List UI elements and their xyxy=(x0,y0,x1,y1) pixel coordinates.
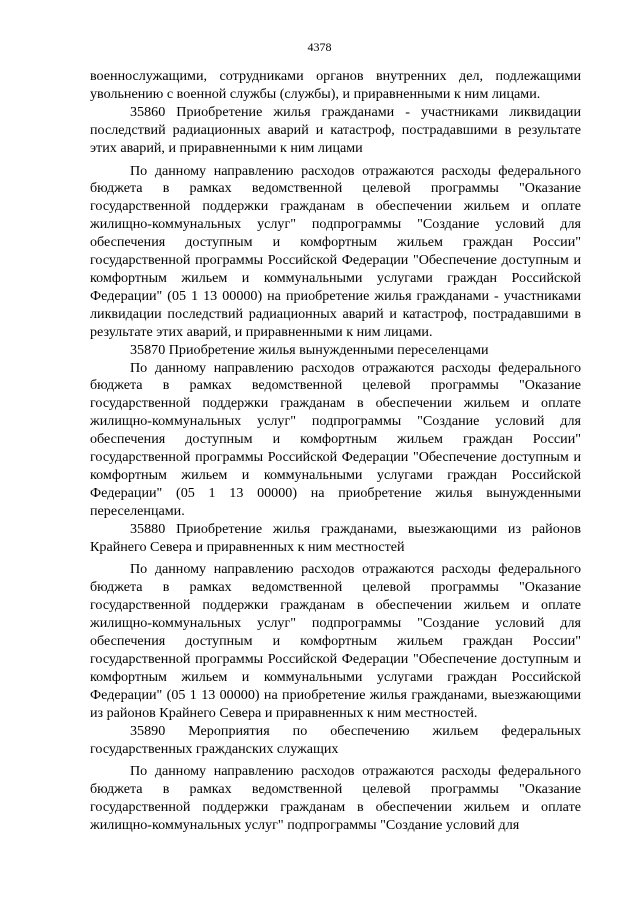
section-heading-35880: 35880 Приобретение жилья гражданами, выезжающими из районов Крайнего Севера и приравненных к ним местностей xyxy=(90,520,581,555)
section-description-35890: По данному направлению расходов отражаются расходы федерального бюджета в рамках ведомственной целевой программы "Оказание государственной поддержки гражданам в обеспечении жильем и оплате жилищно-коммунальных услуг" подпрограммы "Создание условий для xyxy=(90,763,581,834)
section-heading-35870: 35870 Приобретение жилья вынужденными переселенцами xyxy=(130,341,489,358)
section-heading-35890: 35890 Мероприятия по обеспечению жильем федеральных государственных гражданских служащих xyxy=(90,722,581,757)
section-description-35870: По данному направлению расходов отражаются расходы федерального бюджета в рамках ведомственной целевой программы "Оказание государственной поддержки гражданам в обеспечении жильем и оплате жилищно-коммунальных услуг" подпрограммы "Создание условий для обеспечения доступным и комфортным жильем граждан России" государственной программы Российской Федерации "Обеспечение доступным и комфортным жильем и коммунальными услугами граждан Российской Федерации" (05 1 13 00000) на приобретение жилья вынужденными переселенцами. xyxy=(90,359,581,519)
section-description-35860: По данному направлению расходов отражаются расходы федерального бюджета в рамках ведомственной целевой программы "Оказание государственной поддержки гражданам в обеспечении жильем и оплате жилищно-коммунальных услуг" подпрограммы "Создание условий для обеспечения доступным и комфортным жильем граждан России" государственной программы Российской Федерации "Обеспечение доступным и комфортным жильем и коммунальными услугами граждан Российской Федерации" (05 1 13 00000) на приобретение жилья гражданами - участниками ликвидации последствий радиационных аварий и катастроф, пострадавшими в результате этих аварий, и приравненными к ним лицами. xyxy=(90,162,581,340)
section-heading-35860: 35860 Приобретение жилья гражданами - участниками ликвидации последствий радиационных аварий и катастроф, пострадавшими в результате этих аварий, и приравненными к ним лицами xyxy=(90,103,581,156)
page-number: 4378 xyxy=(307,40,332,54)
paragraph-continuation: военнослужащими, сотрудниками органов внутренних дел, подлежащими увольнению с военной службы (службы), и приравненными к ним лицами. xyxy=(90,68,581,102)
section-description-35880: По данному направлению расходов отражаются расходы федерального бюджета в рамках ведомственной целевой программы "Оказание государственной поддержки гражданам в обеспечении жильем и оплате жилищно-коммунальных услуг" подпрограммы "Создание условий для обеспечения доступным и комфортным жильем граждан России" государственной программы Российской Федерации "Обеспечение доступным и комфортным жильем и коммунальными услугами граждан Российской Федерации" (05 1 13 00000) на приобретение жилья гражданами, выезжающими из районов Крайнего Севера и приравненных к ним местностей. xyxy=(90,561,581,721)
